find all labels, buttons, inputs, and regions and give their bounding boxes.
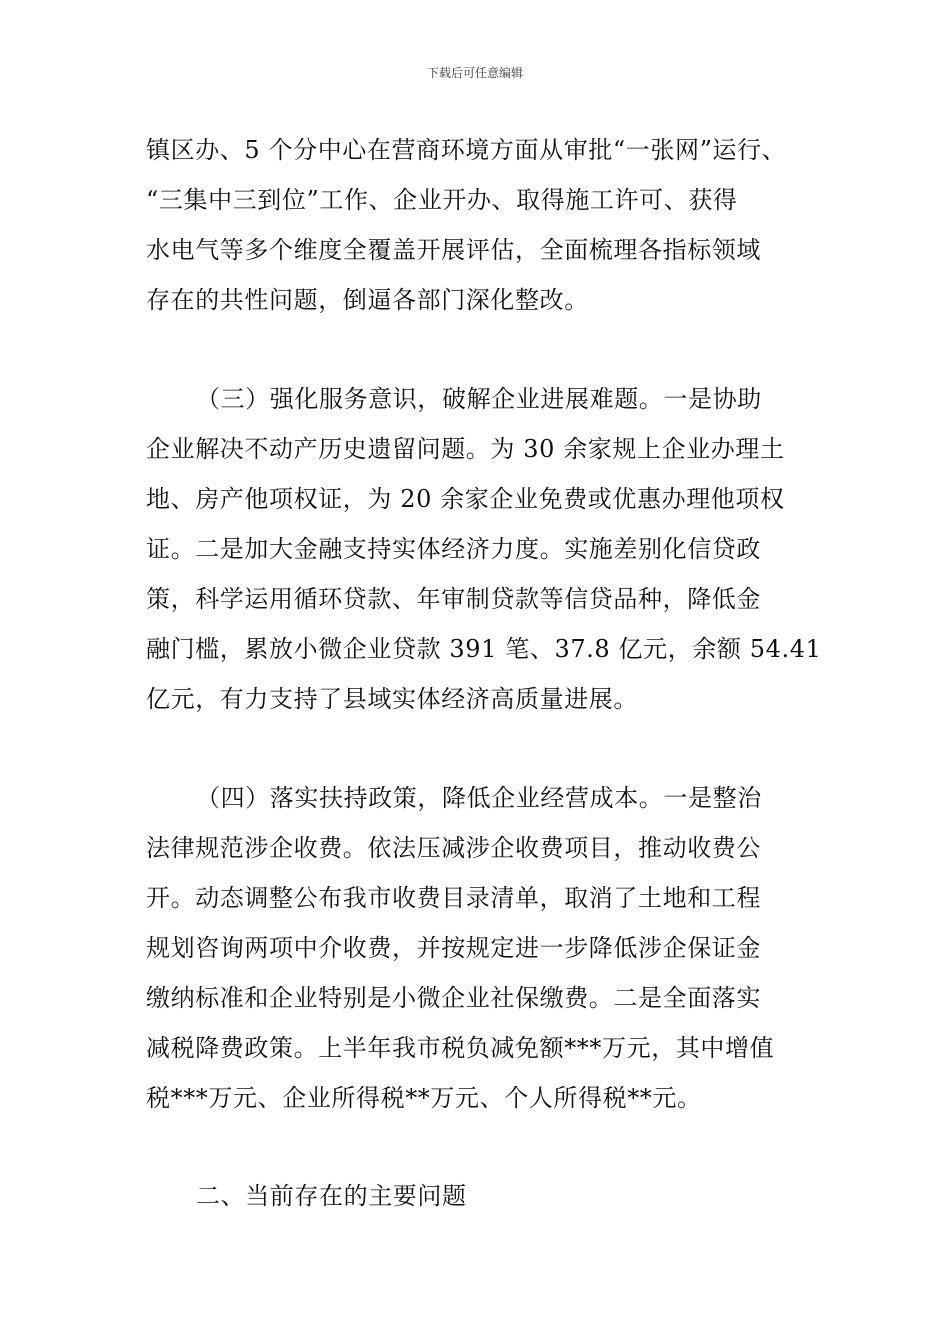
paragraph-3-line-6: 减税降费政策。上半年我市税负减免额***万元，其中增值 [146,1034,775,1062]
paragraph-1-line-2: “三集中三到位”工作、企业开办、取得施工许可、获得 [146,186,738,214]
paragraph-3-line-5: 缴纳标准和企业特别是小微企业社保缴费。二是全面落实 [146,984,761,1012]
paragraph-2-line-6: 融门槛，累放小微企业贷款 391 笔、37.8 亿元，余额 54.41 [146,635,822,663]
paragraph-1-line-1: 镇区办、5 个分中心在营商环境方面从审批“一张网”运行、 [146,136,787,164]
paragraph-3-line-1: （四）落实扶持政策，降低企业经营成本。一是整治 [196,784,762,812]
paragraph-2-line-3: 地、房产他项权证，为 20 余家企业免费或优惠办理他项权 [146,485,785,513]
paragraph-1-line-3: 水电气等多个维度全覆盖开展评估，全面梳理各指标领域 [146,236,761,264]
paragraph-2-line-4: 证。二是加大金融支持实体经济力度。实施差别化信贷政 [146,535,761,563]
paragraph-3-line-7: 税***万元、企业所得税**万元、个人所得税**元。 [146,1084,702,1112]
paragraph-3-line-4: 规划咨询两项中介收费，并按规定进一步降低涉企保证金 [146,934,761,962]
paragraph-2-line-1: （三）强化服务意识，破解企业进展难题。一是协助 [196,385,762,413]
page-header: 下载后可任意编辑 [426,66,523,80]
paragraph-3-line-2: 法律规范涉企收费。依法压减涉企收费项目，推动收费公 [146,834,761,862]
section-heading: 二、当前存在的主要问题 [196,1182,467,1210]
paragraph-1-line-4: 存在的共性问题，倒逼各部门深化整改。 [146,286,589,314]
paragraph-2-line-5: 策，科学运用循环贷款、年审制贷款等信贷品种，降低金 [146,585,761,613]
paragraph-2-line-2: 企业解决不动产历史遗留问题。为 30 余家规上企业办理土 [146,435,785,463]
paragraph-2-line-7: 亿元，有力支持了县域实体经济高质量进展。 [146,685,638,713]
paragraph-3-line-3: 开。动态调整公布我市收费目录清单，取消了土地和工程 [146,884,761,912]
